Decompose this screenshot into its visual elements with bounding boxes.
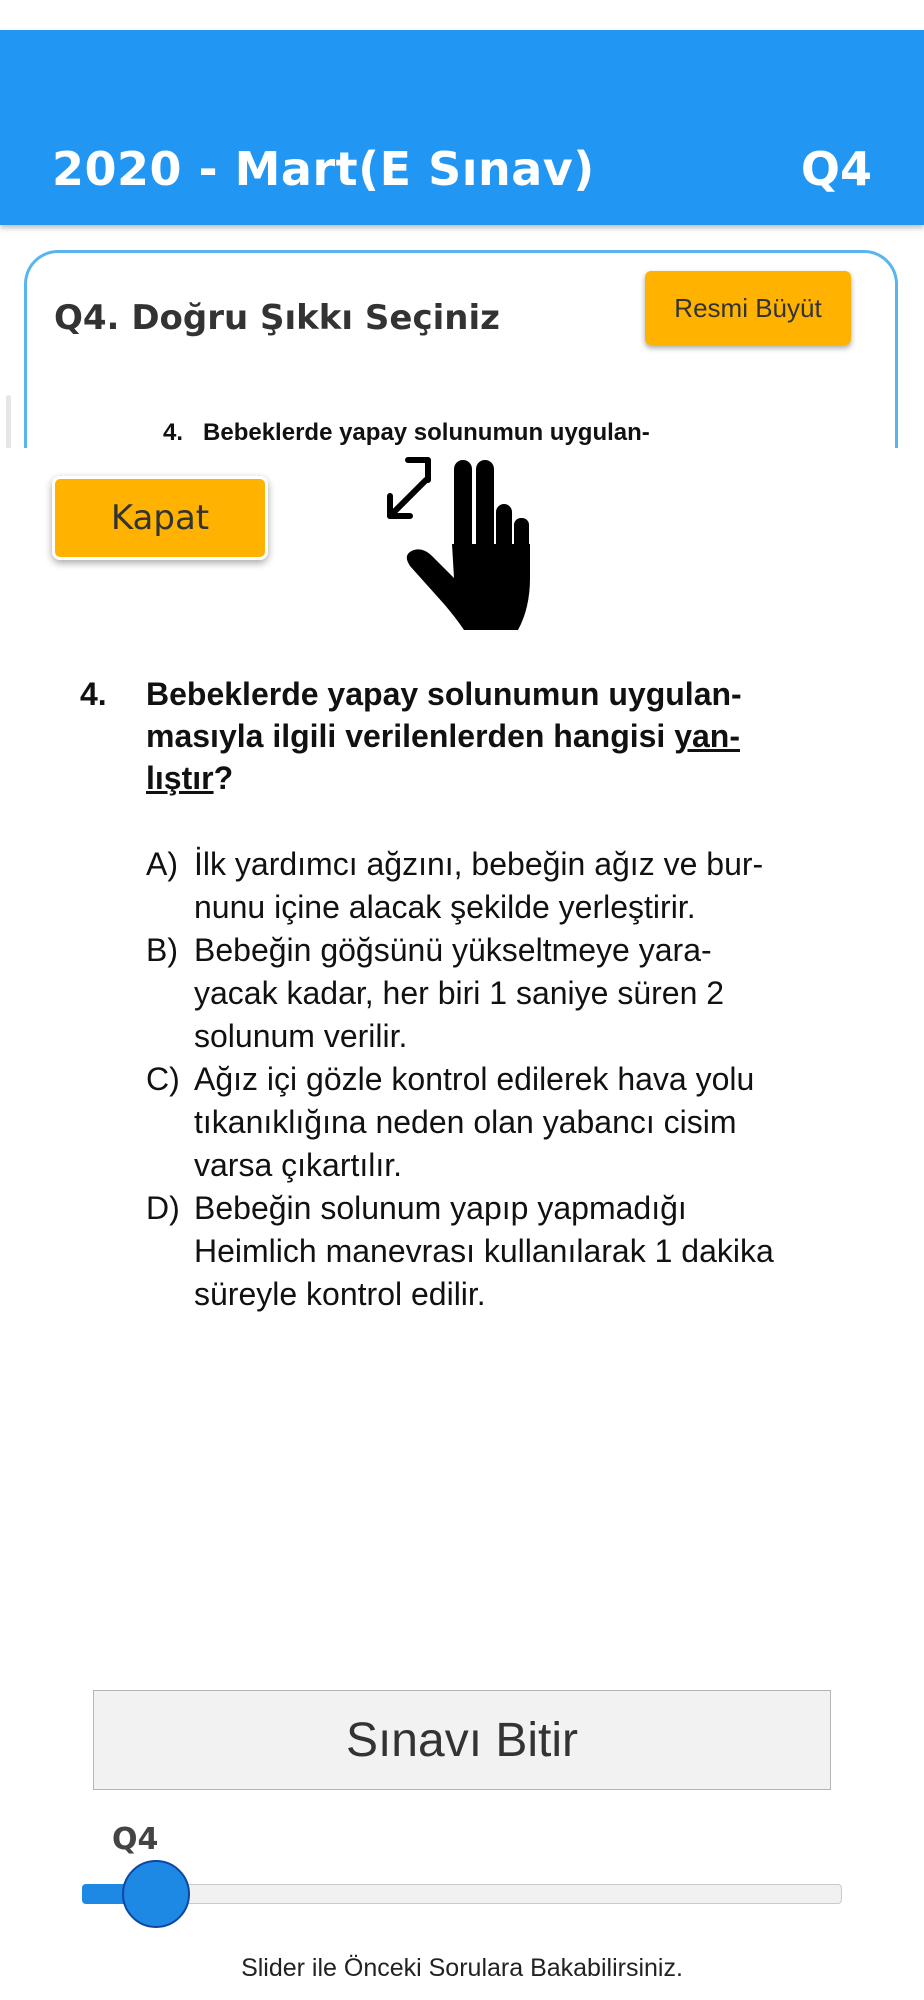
slider-hint: Slider ile Önceki Sorulara Bakabilirsiniz. — [241, 1954, 683, 1982]
preview-number: 4. — [163, 419, 184, 446]
page-title: 2020 - Mart(E Sınav) — [52, 142, 595, 196]
option-c-line: Ağız içi gözle kontrol edilerek hava yolu — [194, 1061, 755, 1097]
option-b-line: yacak kadar, her biri 1 saniye süren 2 — [194, 975, 725, 1011]
close-button[interactable]: Kapat — [52, 476, 268, 560]
app-bar — [0, 30, 924, 225]
slider-value-label: Q4 — [112, 1822, 159, 1857]
question-image-preview[interactable] — [163, 419, 650, 447]
enlarge-image-button[interactable]: Resmi Büyüt — [645, 271, 851, 345]
question-number: 4. — [80, 676, 107, 712]
question-line: Bebeklerde yapay solunumun uygulan- — [146, 676, 742, 712]
option-b-line: solunum verilir. — [194, 1018, 408, 1054]
option-d-letter: D) — [146, 1190, 180, 1226]
question-line — [146, 760, 233, 797]
question-emphasis: lıştır — [146, 760, 214, 796]
question-slider-thumb[interactable] — [122, 1860, 190, 1928]
option-a-letter: A) — [146, 846, 178, 882]
finish-exam-button[interactable]: Sınavı Bitir — [93, 1690, 831, 1790]
option-d-line: süreyle kontrol edilir. — [194, 1276, 486, 1312]
option-a-line: İlk yardımcı ağzını, bebeğin ağız ve bur- — [194, 846, 764, 882]
question-text: masıyla ilgili verilenlerden hangisi — [146, 718, 675, 754]
question-code: Q4 — [800, 142, 872, 196]
option-c-letter: C) — [146, 1061, 180, 1097]
question-text: ? — [213, 760, 234, 796]
option-d-line: Heimlich manevrası kullanılarak 1 dakika — [194, 1233, 774, 1269]
status-bar — [0, 0, 924, 30]
pinch-zoom-hand-icon — [380, 448, 550, 630]
option-b-line: Bebeğin göğsünü yükseltmeye yara- — [194, 932, 712, 968]
question-emphasis: yan- — [674, 718, 740, 754]
option-c-line: varsa çıkartılır. — [194, 1147, 403, 1183]
preview-text: Bebeklerde yapay solunumun uygulan- — [203, 419, 650, 446]
option-a-line: nunu içine alacak şekilde yerleştirir. — [194, 889, 696, 925]
option-b-letter: B) — [146, 932, 178, 968]
question-slider-track[interactable] — [82, 1884, 842, 1904]
option-d-line: Bebeğin solunum yapıp yapmadığı — [194, 1190, 687, 1226]
question-line — [146, 718, 740, 755]
card-title: Q4. Doğru Şıkkı Seçiniz — [54, 298, 500, 338]
option-c-line: tıkanıklığına neden olan yabancı cisim — [194, 1104, 737, 1140]
